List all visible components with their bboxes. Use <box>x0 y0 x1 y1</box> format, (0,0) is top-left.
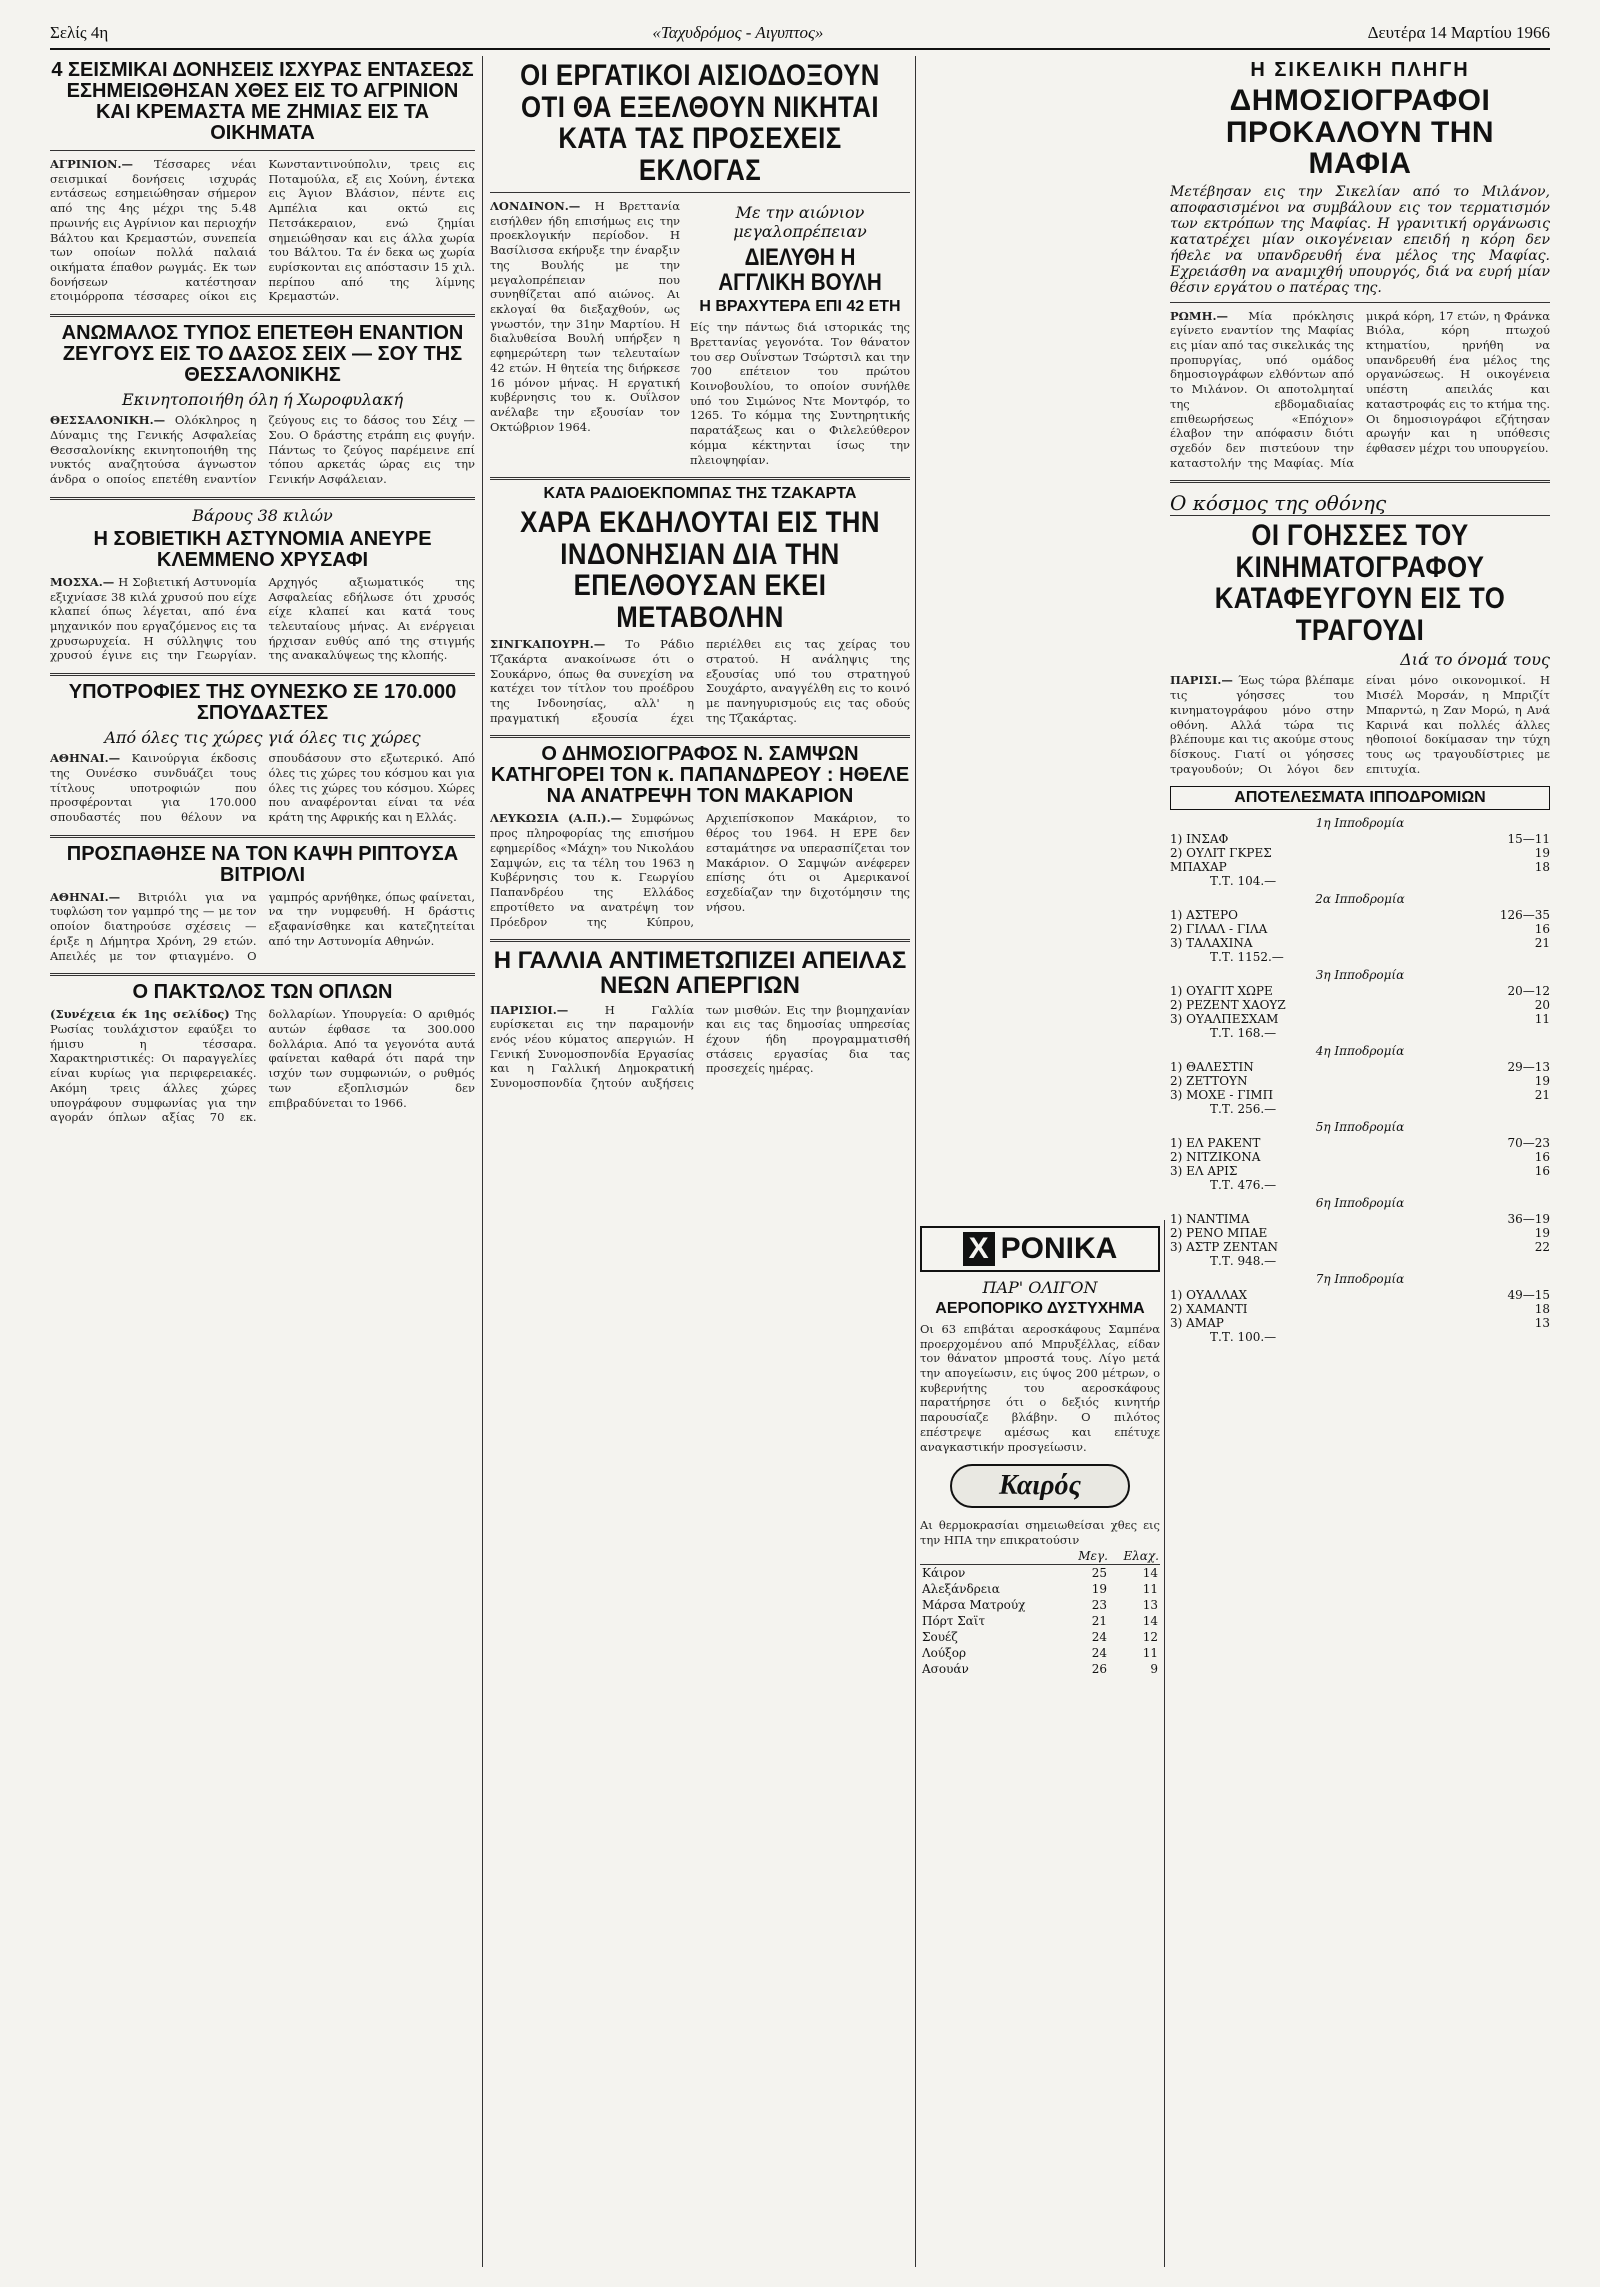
list-item <box>1170 922 1550 936</box>
payout: 18 <box>1534 1302 1550 1317</box>
article-body <box>490 637 910 725</box>
body-text: Μία πρόκλησις εγίνετο εναντίον της Μαφίας εις μίαν από τας σικελικάς της προπυργίας, υπό ομάδος δημοσιογράφων ελθόντων από το Μιλάνον. Οι αποτολμηταί της εβδομαδιαίας επιθεωρήσεως «Επόχιον» έλαβον την απόφασιν διότι σχεδόν δεν πιστεύουν την καταστολήν της Μαφίας. Μία μικρά κόρη, 17 ετών, η Φράνκα Βιόλα, κόρη πτωχού κτηματίου, ηρνήθη να υπανδρευθή ένα μέλος της οργανώσεως. Η οικογένεια υπέστη απειλάς και καταστροφάς εις το κτήμα της. Οι δημοσιογράφοι εζήτησαν αρωγήν και η υπόθεσις έφθασεν μέχρι του υπουργείου. <box>1170 308 1550 470</box>
horse-name: 1) ΟΥΑΛΛΑΧ <box>1170 1288 1248 1303</box>
payout: 16 <box>1534 1164 1550 1179</box>
total-tote: Τ.Τ. 476.— <box>1210 1178 1277 1193</box>
total-tote: Τ.Τ. 948.— <box>1210 1254 1277 1269</box>
subheadline: Μετέβησαν εις την Σικελίαν από το Μιλάνον, αποφασισμένοι να συμβάλουν εις τον τερματισμόν των εκτρόπων της Μαφίας. Η γρανιτική οργάνωσις κατατρέχει μίαν οικογένειαν επειδή η κόρη δεν ήθελε να υπανδρευθή ένα μέλος της Μαφίας. Εχρειάσθη να αναμιχθή υπουργός, διά να ευρή μίαν θέσιν εργάτου ο πατέρας της. <box>1170 183 1550 296</box>
payout: 15—11 <box>1507 832 1550 847</box>
dateline: ΑΘΗΝΑΙ.— <box>50 751 121 766</box>
article-mafia <box>1170 60 1550 470</box>
table-row <box>920 1597 1160 1613</box>
max-temp: 23 <box>1091 1597 1107 1612</box>
dateline: ΛΟΝΔΙΝΟΝ.— <box>490 199 581 213</box>
issue-date: Δευτέρα 14 Μαρτίου 1966 <box>1367 23 1550 42</box>
list-item <box>1170 1136 1550 1150</box>
headline: ΧΑΡΑ ΕΚΔΗΛΟΥΤΑΙ ΕΙΣ ΤΗΝ ΙΝΔΟΝΗΣΙΑΝ ΔΙΑ ΤΗΝ ΕΠΕΛΘΟΥΣΑΝ ΕΚΕΙ ΜΕΤΑΒΟΛΗΝ <box>520 506 880 634</box>
race-results <box>1170 816 1550 1344</box>
page-masthead <box>50 18 1550 50</box>
headline: 4 ΣΕΙΣΜΙΚΑΙ ΔΟΝΗΣΕΙΣ ΙΣΧΥΡΑΣ ΕΝΤΑΣΕΩΣ ΕΣΗΜΕΙΩΘΗΣΑΝ ΧΘΕΣ ΕΙΣ ΤΟ ΑΓΡΙΝΙΟΝ ΚΑΙ ΚΡΕΜΑΣΤΑ ΜΕ ΖΗΜΙΑΣ ΕΙΣ ΤΑ ΟΙΚΗΜΑΤΑ <box>51 59 474 144</box>
weather-col-max: Μεγ. <box>1066 1548 1109 1565</box>
body-text: Τέσσαρες νέαι σεισμικαί δονήσεις ισχυράς εντάσεως εσημειώθησαν σήμερον από της 4ης μέχρι της 5.48 πρωινής εις Αγρίνιον και περιοχήν Βάλτου και Κρεμαστών, συνεπεία των οποίων πολλά παλαιά οικήματα έπαθον ρωγμάς. Εκ των δονήσεων κατέστησαν ετοιμόρροπα τέσσαρες οίκοι εις Κωνσταντινούπολιν, τρεις εις Ποταμούλα, εξ εις Χούνη, έντεκα εις Άγιον Βλάσιον, πέντε εις Αμπέλια και οκτώ εις Πετσάκεραιον, ενώ ζημίαι σημειώθησαν και εις άλλα χωρία του Βάλτου. Τα έν δεκα ως χωρία ευρίσκονται εις απόστασιν 15 χιλ. περίπου από της λίμνης Κρεμαστών. <box>50 157 475 304</box>
weather-intro: Αι θερμοκρασίαι σημειωθείσαι χθες εις την ΗΠΑ την επικρατούσιν <box>920 1518 1160 1547</box>
chronika-logo <box>920 1226 1160 1272</box>
dateline: ΑΓΡΙΝΙΟΝ.— <box>50 157 134 171</box>
min-temp: 12 <box>1142 1629 1158 1644</box>
headline-secondary: Η ΒΡΑΧΥΤΕΡΑ ΕΠΙ 42 ΕΤΗ <box>699 298 901 316</box>
page-number: Σελίς 4η <box>50 23 109 42</box>
horse-name: ΜΠΑΧΑΡ <box>1170 860 1227 875</box>
article-body <box>50 890 475 964</box>
list-item <box>1170 1288 1550 1302</box>
article-body <box>490 811 910 929</box>
body-text: Η Σοβιετική Αστυνομία εξιχνίασε 38 κιλά χρυσού που είχε κλαπεί όπως λέγεται, από ένα μηχανικόν που εργαζόμενος εις τα χρυσωρυχεία. Η σύλληψις του χρυσού έγινε εις την Γεωργίαν. Αρχηγός αξιωματικός της Ασφαλείας εδήλωσε ότι χρυσός είχε κλαπεί και κατά τους τελευταίους μήνας. Αι ενέργειαι ήρχισαν ευθύς από της στιγμής της ανακαλύψεως της κλοπής. <box>50 574 475 663</box>
article-unesco <box>50 682 475 825</box>
payout: 13 <box>1534 1316 1550 1331</box>
article-body <box>50 575 475 663</box>
payout: 16 <box>1534 1150 1550 1165</box>
horse-name: 1) ΑΣΤΕΡΟ <box>1170 908 1238 923</box>
column-divider <box>915 56 916 2267</box>
subheadline: Με την αιώνιον μεγαλοπρέπειαν <box>733 203 867 241</box>
payout: 18 <box>1534 860 1550 875</box>
weather-col-city <box>920 1548 1066 1565</box>
list-item <box>1170 832 1550 846</box>
body-text: Η Βρεττανία εισήλθεν ήδη επισήμως εις την προεκλογικήν περίοδον. Η Βασίλισσα εκήρυξε την έναρξιν της Βουλής με την μεγαλοπρέπειαν που συνηθίζεται από αιώνος. Αι εκλογαί θα διεξαχθούν, ως γνωστόν, την 31ην Μαρτίου. Η διαλυθείσα Βουλή υπήρξεν η εφημερώτερη των τελευταίων 42 ετών. Η θητεία της διήρκεσε 16 μόνον μήνας. Η εργατική κυβέρνησις του κ. Ουΐλσον ανέλαβε την εξουσίαν τον Οκτώβριον 1964. <box>490 199 680 434</box>
horse-name: 2) ΡΕΖΕΝΤ ΧΑΟΥΖ <box>1170 998 1286 1013</box>
payout: 21 <box>1534 1088 1550 1103</box>
headline: Ο ΠΑΚΤΩΛΟΣ ΤΩΝ ΟΠΛΩΝ <box>132 981 393 1004</box>
list-item <box>1170 1212 1550 1226</box>
column-3 <box>920 1220 1160 2267</box>
subheadline: Διά το όνομά τους <box>1400 650 1550 670</box>
article-body <box>1170 309 1550 471</box>
headline: Η ΓΑΛΛΙΑ ΑΝΤΙΜΕΤΩΠΙΖΕΙ ΑΠΕΙΛΑΣ ΝΕΩΝ ΑΠΕΡΓΙΩΝ <box>493 947 907 1000</box>
horse-name: 3) ΑΜΑΡ <box>1170 1316 1224 1331</box>
min-temp: 11 <box>1142 1645 1158 1660</box>
body-text: Έως τώρα βλέπαμε τις γόησσες του κινηματογράφου μόνο στην οθόνη. Αλλά τώρα τις βλέπουμε και τις ακούμε στους δίσκους. Γιατί οι γόησσες τραγουδούν; Οι λόγοι δεν είναι μόνο οικονομικοί. Η Μισέλ Μορσάν, η Μπριζίτ Μπαρντώ, η Ζαν Μορώ, η Ανά Καρινά και πολλές άλλες ηθοποιοί δοκίμασαν την τύχη τους ως τραγουδίστριες με επιτυχία. <box>1170 673 1550 776</box>
list-item <box>1170 936 1550 950</box>
chronika-initial: X <box>963 1232 995 1266</box>
list-item <box>1170 1088 1550 1102</box>
article-body <box>50 751 475 825</box>
table-row <box>920 1645 1160 1661</box>
column-divider <box>1164 1220 1165 2267</box>
city: Ασουάν <box>922 1661 969 1676</box>
subheadline: Εκινητοποιήθη όλη ή Χωροφυλακή <box>121 390 404 410</box>
dateline: ΣΙΝΓΚΑΠΟΥΡΗ.— <box>490 637 606 652</box>
headline: ΑΕΡΟΠΟΡΙΚΟ ΔΥΣΤΥΧΗΜΑ <box>935 1300 1145 1317</box>
max-temp: 24 <box>1091 1629 1107 1644</box>
horse-name: 2) ΡΕΝΟ ΜΠΑΕ <box>1170 1226 1268 1241</box>
headline: ΑΝΩΜΑΛΟΣ ΤΥΠΟΣ ΕΠΕΤΕΘΗ ΕΝΑΝΤΙΟΝ ΖΕΥΓΟΥΣ ΕΙΣ ΤΟ ΔΑΣΟΣ ΣΕΙΧ — ΣΟΥ ΤΗΣ ΘΕΣΣΑΛΟΝΙΚΗΣ <box>61 322 464 387</box>
dateline: ΠΑΡΙΣΙΟΙ.— <box>490 1002 569 1017</box>
payout: 19 <box>1534 1074 1550 1089</box>
list-item <box>1170 1074 1550 1088</box>
column-divider <box>482 56 483 2267</box>
article-body: Είς την πάντως διά ιστορικάς της Βρεττανίας γεγονότα. Τον θάνατον του σερ Ουΐνστων Τσώρτσιλ και την 700 επέτειον του πρώτου Κοινοβουλίου, το οποίον συνήλθε υπό του Σιμώνος Ντε Μοντφόρ, το 1265. Το κόμμα της Συντηρητικής παρατάξεως και ο Φιλελεύθερον κόμμα κέκτηνται ίσως την πλειοψηφίαν. <box>690 320 910 467</box>
dateline: ΜΟΣΧΑ.— <box>50 574 115 589</box>
city: Μάρσα Ματρούχ <box>922 1597 1026 1612</box>
city: Σουέζ <box>922 1629 958 1644</box>
headline: Η ΣΟΒΙΕΤΙΚΗ ΑΣΤΥΝΟΜΙΑ ΑΝΕΥΡΕ ΚΛΕΜΜΕΝΟ ΧΡΥΣΑΦΙ <box>93 527 432 571</box>
city: Αλεξάνδρεια <box>922 1581 1000 1596</box>
payout: 16 <box>1534 922 1550 937</box>
horse-name: 1) ΘΑΛΕΣΤΙΝ <box>1170 1060 1254 1075</box>
race-title: 5η Ιπποδρομία <box>1315 1120 1405 1135</box>
race-title: 1η Ιπποδρομία <box>1315 816 1405 831</box>
list-item <box>1170 1012 1550 1026</box>
list-item <box>1170 1226 1550 1240</box>
total-tote: Τ.Τ. 100.— <box>1210 1330 1277 1345</box>
payout: 70—23 <box>1507 1136 1550 1151</box>
list-item <box>1170 1316 1550 1330</box>
payout: 22 <box>1534 1240 1550 1255</box>
payout: 19 <box>1534 846 1550 861</box>
headline: ΟΙ ΓΟΗΣΣΕΣ ΤΟΥ ΚΙΝΗΜΑΤΟΓΡΑΦΟΥ ΚΑΤΑΦΕΥΓΟΥΝ ΕΙΣ ΤΟ ΤΡΑΓΟΥΔΙ <box>1214 519 1506 647</box>
headline: ΠΡΟΣΠΑΘΗΣΕ ΝΑ ΤΟΝ ΚΑΨΗ ΡΙΠΤΟΥΣΑ ΒΙΤΡΙΟΛΙ <box>66 842 459 886</box>
section-tag: Ο κόσμος της οθόνης <box>1170 491 1550 516</box>
horse-name: 3) ΤΑΛΑΧΙΝΑ <box>1170 936 1253 951</box>
article-gold <box>50 506 475 663</box>
race-results-title: ΑΠΟΤΕΛΕΣΜΑΤΑ ΙΠΠΟΔΡΟΜΙΩΝ <box>1170 786 1550 810</box>
race-title: 3η Ιπποδρομία <box>1315 968 1405 983</box>
headline: Ο ΔΗΜΟΣΙΟΓΡΑΦΟΣ Ν. ΣΑΜΨΩΝ ΚΑΤΗΓΟΡΕΙ ΤΟΝ κ. ΠΑΠΑΝΔΡΕΟΥ : ΗΘΕΛΕ ΝΑ ΑΝΑΤΡΕΨΗ ΤΟΝ ΜΑΚΑΡΙΟΝ <box>490 743 910 808</box>
headline: ΥΠΟΤΡΟΦΙΕΣ ΤΗΣ ΟΥΝΕΣΚΟ ΣΕ 170.000 ΣΠΟΥΔΑΣΤΕΣ <box>68 681 457 725</box>
horse-name: 1) ΝΑΝΤΙΜΑ <box>1170 1212 1250 1227</box>
column-2 <box>490 56 910 2267</box>
horse-name: 1) ΙΝΣΑΦ <box>1170 832 1229 847</box>
dateline: ΑΘΗΝΑΙ.— <box>50 889 121 904</box>
weather-col-min: Ελαχ. <box>1109 1548 1160 1565</box>
table-row <box>920 1661 1160 1677</box>
newspaper-name: «Ταχυδρόμος - Αιγυπτος» <box>652 23 824 42</box>
list-item <box>1170 908 1550 922</box>
payout: 29—13 <box>1507 1060 1550 1075</box>
horse-name: 3) ΜΟΧΕ - ΓΙΜΠ <box>1170 1088 1274 1103</box>
column-1 <box>50 56 475 2267</box>
headline: ΔΗΜΟΣΙΟΓΡΑΦΟΙ ΠΡΟΚΑΛΟΥΝ ΤΗΝ ΜΑΦΙΑ <box>1225 84 1495 180</box>
horse-name: 2) ΧΑΜΑΝΤΙ <box>1170 1302 1248 1317</box>
article-body <box>50 157 475 304</box>
article-vitriol <box>50 844 475 964</box>
race-title: 6η Ιπποδρομία <box>1315 1196 1405 1211</box>
table-row <box>920 1629 1160 1645</box>
article-earthquake <box>50 60 475 304</box>
total-tote: Τ.Τ. 104.— <box>1210 874 1277 889</box>
weather-logo: Καιρός <box>950 1464 1130 1508</box>
list-item <box>1170 1060 1550 1074</box>
race-title: 7η Ιπποδρομία <box>1315 1272 1405 1287</box>
body-text: Ολόκληρος η Δύναμις της Γενικής Ασφαλείας Θεσσαλονίκης εκινητοποιήθη της νυκτός αναζητούσα άγνωστον άνδρα ο οποίος επετέθη εναντίον ζεύγους εις το δάσος του Σέιχ — Σου. Ο δράστης ετράπη εις φυγήν. Πάντως το ζεύγος παρέμεινε επί τόπου αρκετάς ώρας εις την Γενικήν Ασφάλειαν. <box>50 413 475 487</box>
list-item <box>1170 846 1550 860</box>
dateline: ΡΩΜΗ.— <box>1170 308 1228 323</box>
column-4 <box>1170 56 1550 2267</box>
section-kicker: Η ΣΙΚΕΛΙΚΗ ΠΛΗΓΗ <box>1250 59 1470 81</box>
article-body <box>1170 673 1550 776</box>
horse-name: 1) ΕΛ ΡΑΚΕΝΤ <box>1170 1136 1261 1151</box>
horse-name: 3) ΑΣΤΡ ΖΕΝΤΑΝ <box>1170 1240 1278 1255</box>
section-kicker: ΚΑΤΑ ΡΑΔΙΟΕΚΠΟΜΠΑΣ ΤΗΣ ΤΖΑΚΑΡΤΑ <box>543 485 857 503</box>
article-parliament <box>690 199 910 467</box>
list-item <box>1170 1164 1550 1178</box>
city: Πόρτ Σαϊτ <box>922 1613 986 1628</box>
min-temp: 11 <box>1142 1581 1158 1596</box>
article-indonesia <box>490 486 910 725</box>
article-sampson <box>490 744 910 929</box>
dateline: ΘΕΣΣΑΛΟΝΙΚΗ.— <box>50 413 166 428</box>
min-temp: 9 <box>1150 1661 1158 1676</box>
race-title: 2α Ιπποδρομία <box>1315 892 1405 907</box>
body-text: Της Ρωσίας τουλάχιστον εφαύξει το ήμισυ η τέσσαρα. Χαρακτηριστικές: Οι παραγγελίες είναι κυρίως για περιφερειακές. Ακόμη τρεις άλλες χώρες υπογράφουν συμφωνίας για την αγοράν όπλων αξίας 70 εκ. δολλαρίων. Υπουργεία: Ο αριθμός αυτών έφθασε τα 300.000 δολλάρια. Από τα γεγονότα αυτά φαίνεται καθαρά ότι παρά την ισχύν των συμφωνιών, ο ρυθμός των εξοπλισμών δεν επιβραδύνεται το 1966. <box>50 1007 475 1125</box>
max-temp: 19 <box>1091 1581 1107 1596</box>
horse-name: 2) ΟΥΛΙΤ ΓΚΡΕΣ <box>1170 846 1272 861</box>
table-row <box>920 1581 1160 1597</box>
body-text: Συμφώνως προς πληροφορίας της επισήμου εφημερίδος «Μάχη» του Νικολάου Σαμψών, εις τα τέλη του 1963 η Κυβέρνησις του κ. Γεωργίου Παπανδρέου της Ελλάδος επροτίθετο να ανατρέψη τον Πρόεδρον της Κύπρου, Αρχιεπίσκοπον Μακάριον, το θέρος του 1964. Η ΕΡΕ δεν εσταμάτησε να υπερασπίζεται τον Μακάριον. Ο Σαμψών ανέφερεν επίσης ότι οι Αμερικανοί εσχεδίαζαν την διχοτόμησιν της νήσου. <box>490 811 910 929</box>
race-title: 4η Ιπποδρομία <box>1315 1044 1405 1059</box>
subheadline: Βάρους 38 κιλών <box>192 505 333 525</box>
dateline: ΛΕΥΚΩΣΙΑ (Α.Π.).— <box>490 811 623 826</box>
article-body <box>490 199 680 467</box>
total-tote: Τ.Τ. 168.— <box>1210 1026 1277 1041</box>
max-temp: 25 <box>1091 1565 1107 1580</box>
table-row <box>920 1564 1160 1581</box>
article-labour <box>490 60 910 467</box>
horse-name: 2) ΖΕΤΤΟΥΝ <box>1170 1074 1248 1089</box>
body-text: Το Ράδιο Τζακάρτα ανακοίνωσε ότι ο Σουκάρνο, όπως θα συνεχίση να κατέχει τον τίτλον του προέδρου της Ινδονησίας, αλλ' η πραγματική εξουσία έχει περιέλθει εις τας χείρας του στρατού. Η ανάληψις της εξουσίας υπό του στρατηγού Σουχάρτο, αναγγέλθη εις το κοινό με πανηγυρισμούς εις τας οδούς της Τζακάρτας. <box>490 637 910 725</box>
total-tote: Τ.Τ. 1152.— <box>1210 950 1284 965</box>
total-tote: Τ.Τ. 256.— <box>1210 1102 1277 1117</box>
article-body <box>50 413 475 487</box>
article-body: Οι 63 επιβάται αεροσκάφους Σαμπένα προερχομένου από Μπρυξέλλας, είδαν τον θάνατον μπροστά τους. Λίγο μετά την απογείωσιν, εις ύψος 200 μέτρων, ο κυβερνήτης του αεροσκάφους παρατήρησε ότι ο δεξιός κινητήρ παρουσίαζε βλάβην. Ο πιλότος επέστρεψε αμέσως και επέτυχε αναγκαστικήν προσγείωσιν. <box>920 1321 1160 1454</box>
max-temp: 24 <box>1091 1645 1107 1660</box>
headline: ΔΙΕΛΥΘΗ Η ΑΓΓΛΙΚΗ ΒΟΥΛΗ <box>718 244 882 297</box>
payout: 11 <box>1534 1012 1550 1027</box>
horse-name: 1) ΟΥΑΓΙΤ ΧΩΡΕ <box>1170 984 1273 999</box>
list-item <box>1170 998 1550 1012</box>
headline: ΟΙ ΕΡΓΑΤΙΚΟΙ ΑΙΣΙΟΔΟΞΟΥΝ ΟΤΙ ΘΑ ΕΞΕΛΘΟΥΝ ΝΙΚΗΤΑΙ ΚΑΤΑ ΤΑΣ ΠΡΟΣΕΧΕΙΣ ΕΚΛΟΓΑΣ <box>520 59 880 187</box>
article-france-strikes <box>490 948 910 1091</box>
subheadline: ΠΑΡ' ΟΛΙΓΟΝ <box>982 1278 1098 1297</box>
chronika-title: ΡΟΝΙΚΑ <box>1000 1232 1118 1265</box>
horse-name: 2) ΝΙΤΖΙΚΟΝΑ <box>1170 1150 1261 1165</box>
max-temp: 26 <box>1091 1661 1107 1676</box>
article-attack <box>50 323 475 487</box>
payout: 19 <box>1534 1226 1550 1241</box>
horse-name: 3) ΕΛ ΑΡΙΣ <box>1170 1164 1238 1179</box>
continued-note: (Συνέχεια έκ 1ης σελίδος) <box>50 1007 230 1022</box>
min-temp: 14 <box>1142 1613 1158 1628</box>
article-air-incident <box>920 1278 1160 1454</box>
city: Λούξορ <box>922 1645 967 1660</box>
body-text: Βιτριόλι για να τυφλώση τον γαμπρό της — με τον οποίον διατηρούσε σχέσεις — έριξε η Δήμητρα Χρόνη, 29 ετών. Απειλές με τον φτιαγμένο. Ο γαμπρός αρνήθηκε, όπως φαίνεται, να την νυμφευθή. Η δράστις εξαφανίσθηκε και κατεζητείται από την Αστυνομία Αθηνών. <box>50 889 475 963</box>
article-body <box>490 1003 910 1091</box>
payout: 49—15 <box>1507 1288 1550 1303</box>
payout: 36—19 <box>1507 1212 1550 1227</box>
max-temp: 21 <box>1091 1613 1107 1628</box>
body-text: Η Γαλλία ευρίσκεται εις την παραμονήν ενός νέου κύματος απεργιών. Η Γενική Συνομοσπονδία Εργασίας και η Γαλλική Δημοκρατική Συνομοσπονδία ζητούν αυξήσεις των μισθών. Εις την βιομηχανίαν και εις τας δημοσίας υπηρεσίας έχουν ήδη προγραμματισθή στάσεις εργασίας δια τας προσεχείς ημέρας. <box>490 1002 910 1091</box>
horse-name: 3) ΟΥΑΛΠΕΣΧΑΜ <box>1170 1012 1279 1027</box>
weather-table <box>920 1548 1160 1677</box>
min-temp: 14 <box>1142 1565 1158 1580</box>
subheadline: Από όλες τις χώρες γιά όλες τις χώρες <box>104 728 421 748</box>
payout: 126—35 <box>1499 908 1550 923</box>
list-item <box>1170 1240 1550 1254</box>
min-temp: 13 <box>1142 1597 1158 1612</box>
list-item <box>1170 860 1550 874</box>
horse-name: 2) ΓΙΛΑΛ - ΓΙΛΑ <box>1170 922 1268 937</box>
dateline: ΠΑΡΙΣΙ.— <box>1170 673 1233 688</box>
list-item <box>1170 1150 1550 1164</box>
article-arms <box>50 982 475 1125</box>
payout: 20—12 <box>1507 984 1550 999</box>
body-text: Καινούργια έκδοσις της Ουνέσκο συνδυάζει τους τίτλους υποτροφιών που προσφέρονται για 170.000 σπουδαστές που θέλουν να σπουδάσουν στο εξωτερικό. Από όλες τις χώρες του κόσμου και για όλες τις χώρες του κόσμου. Χώρες που αναφέρονται είναι τα νέα κράτη της Αφρικής και η Ελλάς. <box>50 751 475 824</box>
table-row <box>920 1613 1160 1629</box>
payout: 20 <box>1534 998 1550 1013</box>
article-cinema <box>1170 491 1550 776</box>
list-item <box>1170 1302 1550 1316</box>
article-body <box>50 1007 475 1125</box>
city: Κάιρον <box>922 1565 966 1580</box>
payout: 21 <box>1534 936 1550 951</box>
list-item <box>1170 984 1550 998</box>
